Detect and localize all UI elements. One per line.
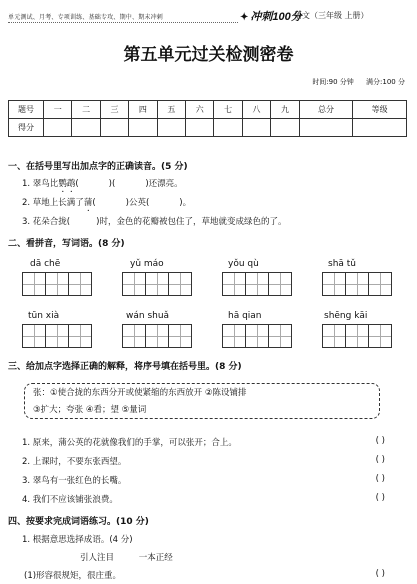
grade-label: 语文（三年级 上册） bbox=[294, 11, 369, 20]
score-input-cell[interactable] bbox=[214, 119, 242, 137]
table-cell: 九 bbox=[271, 101, 299, 119]
grid-cell[interactable] bbox=[122, 272, 146, 296]
score-input-cell[interactable] bbox=[157, 119, 185, 137]
table-cell: 五 bbox=[157, 101, 185, 119]
grid-cell[interactable] bbox=[68, 272, 92, 296]
options-line: 张：①使合拢的东西分开或使紧缩的东西放开 ②陈设铺排 bbox=[33, 388, 247, 398]
brand-logo bbox=[240, 8, 302, 24]
grid-cell[interactable] bbox=[168, 324, 192, 348]
grid-cell[interactable] bbox=[345, 272, 369, 296]
writing-grid[interactable] bbox=[222, 324, 291, 348]
grid-cell[interactable] bbox=[122, 324, 146, 348]
brand-logo-text: 冲刺100分 bbox=[250, 11, 302, 23]
answer-paren[interactable]: ( ) bbox=[375, 436, 385, 446]
page-title: 第五单元过关检测密卷 bbox=[123, 45, 294, 65]
answer-paren[interactable]: ( ) bbox=[375, 474, 385, 484]
score-table-header-row bbox=[9, 101, 407, 119]
table-cell: 得分 bbox=[9, 119, 44, 137]
grid-cell[interactable] bbox=[268, 324, 292, 348]
grid-cell[interactable] bbox=[22, 324, 46, 348]
section-1-title: 一、在括号里写出加点字的正确读音。(5 分) bbox=[8, 162, 188, 172]
writing-grid[interactable] bbox=[22, 324, 91, 348]
score-input-cell[interactable] bbox=[271, 119, 299, 137]
score-input-cell[interactable] bbox=[299, 119, 353, 137]
grid-cell[interactable] bbox=[222, 272, 246, 296]
grid-cell[interactable] bbox=[45, 272, 69, 296]
section-4-title: 四、按要求完成词语练习。(10 分) bbox=[8, 517, 149, 527]
table-cell: 六 bbox=[186, 101, 214, 119]
word-bank bbox=[80, 551, 195, 563]
grid-cell[interactable] bbox=[245, 272, 269, 296]
question-3-3: 3. 翠鸟有一张红色的长嘴。 bbox=[22, 476, 127, 486]
writing-grid[interactable] bbox=[22, 272, 91, 296]
score-input-cell[interactable] bbox=[242, 119, 270, 137]
series-text: 单元测试、月考、专项训练、基础专攻、期中、期末冲刺 bbox=[8, 14, 164, 21]
score-input-cell[interactable] bbox=[100, 119, 128, 137]
question-4-1: 1. 根据意思选择成语。(4 分) bbox=[22, 535, 133, 545]
question-1-3: 3. 花朵合拢( )时，金色的花瓣被包住了，草地就变成绿色的了。 bbox=[22, 217, 287, 227]
grid-cell[interactable] bbox=[45, 324, 69, 348]
writing-grid[interactable] bbox=[322, 324, 391, 348]
table-cell: 七 bbox=[214, 101, 242, 119]
table-cell: 等级 bbox=[353, 101, 407, 119]
grid-cell[interactable] bbox=[322, 272, 346, 296]
question-1-1: 1. 翠鸟比鹦鹉( )( )还漂亮。 bbox=[22, 179, 183, 189]
grid-cell[interactable] bbox=[368, 272, 392, 296]
grid-cell[interactable] bbox=[322, 324, 346, 348]
question-1-2: 2. 草地上长满了蒲( )公英( )。 bbox=[22, 198, 192, 208]
grid-cell[interactable] bbox=[22, 272, 46, 296]
answer-paren[interactable]: ( ) bbox=[375, 569, 385, 579]
writing-grid[interactable] bbox=[122, 272, 191, 296]
options-line: ③扩大；夸张 ④看；望 ⑤量词 bbox=[33, 405, 147, 415]
table-cell: 总分 bbox=[299, 101, 353, 119]
header-divider bbox=[8, 22, 238, 23]
score-table-score-row bbox=[9, 119, 407, 137]
exam-meta bbox=[302, 77, 405, 87]
writing-grid[interactable] bbox=[122, 324, 191, 348]
grid-cell[interactable] bbox=[368, 324, 392, 348]
score-input-cell[interactable] bbox=[44, 119, 72, 137]
sparkle-icon: ✦ bbox=[240, 12, 249, 23]
word-option: 引人注目 bbox=[80, 553, 115, 563]
score-input-cell[interactable] bbox=[353, 119, 407, 137]
table-cell: 四 bbox=[129, 101, 157, 119]
answer-paren[interactable]: ( ) bbox=[375, 493, 385, 503]
question-3-4: 4. 我们不应该铺张浪费。 bbox=[22, 495, 118, 505]
table-cell: 二 bbox=[72, 101, 100, 119]
question-3-1: 1. 原来，蒲公英的花就像我们的手掌，可以张开；合上。 bbox=[22, 438, 237, 448]
writing-grid[interactable] bbox=[322, 272, 391, 296]
full-score: 满分:100 分 bbox=[366, 78, 405, 86]
score-input-cell[interactable] bbox=[186, 119, 214, 137]
score-table bbox=[8, 100, 407, 137]
grid-cell[interactable] bbox=[245, 324, 269, 348]
grid-cell[interactable] bbox=[345, 324, 369, 348]
section-2-title: 二、看拼音，写词语。(8 分) bbox=[8, 239, 125, 249]
section-3-title: 三、给加点字选择正确的解释，将序号填在括号里。(8 分) bbox=[8, 362, 242, 372]
grid-cell[interactable] bbox=[222, 324, 246, 348]
writing-grid[interactable] bbox=[222, 272, 291, 296]
grid-cell[interactable] bbox=[168, 272, 192, 296]
table-cell: 八 bbox=[242, 101, 270, 119]
answer-paren[interactable]: ( ) bbox=[375, 455, 385, 465]
question-4-1-1: (1)形容很规矩，很庄重。 bbox=[24, 571, 122, 581]
table-cell: 一 bbox=[44, 101, 72, 119]
header-strip bbox=[8, 12, 408, 26]
question-3-2: 2. 上课时，不要东张西望。 bbox=[22, 457, 127, 467]
grid-cell[interactable] bbox=[145, 272, 169, 296]
time-limit: 时间:90 分钟 bbox=[312, 78, 354, 86]
table-cell: 题号 bbox=[9, 101, 44, 119]
grid-cell[interactable] bbox=[145, 324, 169, 348]
grid-cell[interactable] bbox=[68, 324, 92, 348]
options-box bbox=[24, 383, 380, 419]
score-input-cell[interactable] bbox=[72, 119, 100, 137]
grid-cell[interactable] bbox=[268, 272, 292, 296]
table-cell: 三 bbox=[100, 101, 128, 119]
word-option: 一本正经 bbox=[138, 553, 173, 563]
score-input-cell[interactable] bbox=[129, 119, 157, 137]
